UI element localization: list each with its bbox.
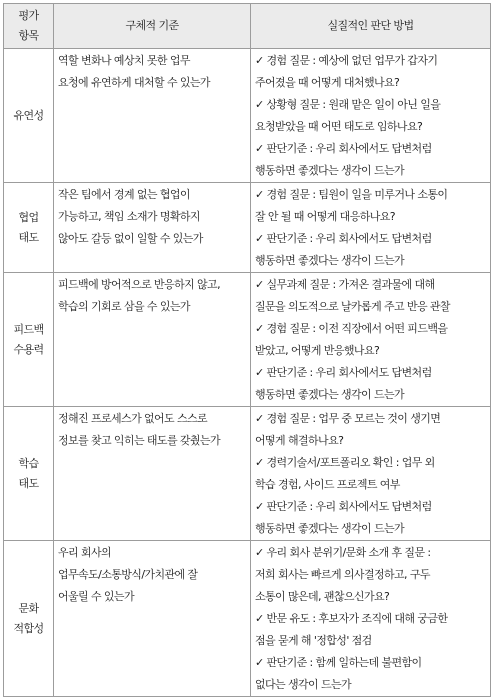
method-cell-line: ✓ 경험 질문 : 예상에 없던 업무가 갑자기	[255, 54, 438, 67]
method-cell-line: 행동하면 좋겠다는 생각이 드는가	[255, 254, 405, 267]
header-item	[4, 4, 54, 49]
item-cell-line: 피드백	[13, 322, 44, 336]
method-cell-line: ✓ 실무과제 질문 : 가져온 결과물에 대해	[255, 278, 435, 291]
item-cell-line: 유연성	[13, 108, 44, 122]
header-criteria: 구체적 기준	[54, 4, 251, 49]
method-cell	[251, 183, 491, 273]
method-cell-line: ✓ 경험 질문 : 팀원이 일을 미루거나 소통이	[255, 188, 448, 201]
item-cell	[4, 183, 54, 273]
item-cell	[4, 541, 54, 697]
method-cell-line: ✓ 판단기준 : 우리 회사에서도 답변처럼	[255, 232, 432, 245]
header-item-line: 평가	[18, 9, 39, 22]
method-cell-line: ✓ 반문 유도 : 후보자가 조직에 대해 궁금한	[255, 612, 448, 625]
item-cell-line: 수용력	[13, 342, 44, 356]
method-cell-line: 소통이 많은데, 괜찮으신가요?	[255, 590, 390, 603]
item-cell-line: 학습	[18, 456, 39, 470]
table-header-row	[4, 4, 491, 49]
method-cell-line: 받았고, 어떻게 반응했나요?	[255, 344, 380, 357]
method-cell-line: 주어졌을 때 어떻게 대처했나요?	[255, 76, 400, 89]
item-cell	[4, 407, 54, 541]
criteria-cell	[54, 49, 251, 183]
method-cell-line: 점을 묻게 해 '정합성' 점검	[255, 634, 372, 647]
criteria-cell-line: 피드백에 방어적으로 반응하지 않고,	[58, 278, 220, 291]
header-item-line: 항목	[18, 29, 39, 42]
item-cell-line: 문화	[18, 601, 39, 615]
criteria-cell	[54, 183, 251, 273]
table-row	[4, 183, 491, 273]
criteria-cell	[54, 273, 251, 407]
method-cell-line: 행동하면 좋겠다는 생각이 드는가	[255, 388, 405, 401]
method-cell-line: 행동하면 좋겠다는 생각이 드는가	[255, 522, 405, 535]
method-cell-line: ✓ 경험 질문 : 업무 중 모르는 것이 생기면	[255, 412, 441, 425]
method-cell	[251, 273, 491, 407]
method-cell-line: 질문을 의도적으로 날카롭게 주고 반응 관찰	[255, 300, 450, 313]
criteria-cell	[54, 407, 251, 541]
table-row	[4, 49, 491, 183]
method-cell	[251, 541, 491, 697]
method-cell	[251, 407, 491, 541]
method-cell-line: 없다는 생각이 드는가	[255, 678, 352, 691]
method-cell-line: 저희 회사는 빠르게 의사결정하고, 구두	[255, 568, 430, 581]
criteria-cell-line: 학습의 기회로 삼을 수 있는가	[58, 300, 190, 313]
criteria-cell-line: 가능하고, 책임 소재가 명확하지	[58, 210, 200, 223]
criteria-cell-line: 정해진 프로세스가 없어도 스스로	[58, 412, 208, 425]
item-cell-line: 적합성	[13, 621, 44, 635]
method-cell-line: ✓ 경력기술서/포트폴리오 확인 : 업무 외	[255, 456, 435, 469]
table-row	[4, 541, 491, 697]
criteria-cell-line: 업무속도/소통방식/가치관에 잘	[58, 568, 198, 581]
method-cell-line: ✓ 판단기준 : 우리 회사에서도 답변처럼	[255, 366, 432, 379]
method-cell-line: ✓ 우리 회사 분위기/문화 소개 후 질문 :	[255, 546, 431, 559]
method-cell-line: ✓ 판단기준 : 우리 회사에서도 답변처럼	[255, 500, 432, 513]
method-cell-line: 행동하면 좋겠다는 생각이 드는가	[255, 164, 405, 177]
header-method: 실질적인 판단 방법	[251, 4, 491, 49]
criteria-cell-line: 역할 변화나 예상치 못한 업무	[58, 54, 190, 67]
method-cell-line: ✓ 판단기준 : 함께 일하는데 불편함이	[255, 656, 422, 669]
method-cell-line: ✓ 판단기준 : 우리 회사에서도 답변처럼	[255, 142, 432, 155]
method-cell-line: 어떻게 해결하나요?	[255, 434, 344, 447]
item-cell-line: 협업	[18, 210, 39, 224]
table-row	[4, 407, 491, 541]
method-cell-line: ✓ 경험 질문 : 이전 직장에서 어떤 피드백을	[255, 322, 448, 335]
criteria-cell-line: 어울릴 수 있는가	[58, 590, 134, 603]
item-cell-line: 태도	[18, 476, 39, 490]
criteria-cell-line: 않아도 갈등 없이 일할 수 있는가	[58, 232, 203, 245]
method-cell-line: 잘 안 될 때 어떻게 대응하나요?	[255, 210, 396, 223]
method-cell-line: 학습 경험, 사이드 프로젝트 여부	[255, 478, 400, 491]
item-cell-line: 태도	[18, 230, 39, 244]
evaluation-table	[3, 3, 491, 697]
item-cell	[4, 273, 54, 407]
method-cell	[251, 49, 491, 183]
criteria-cell	[54, 541, 251, 697]
criteria-cell-line: 정보를 찾고 익히는 태도를 갖췄는가	[58, 434, 220, 447]
criteria-cell-line: 우리 회사의	[58, 546, 112, 559]
item-cell	[4, 49, 54, 183]
criteria-cell-line: 요청에 유연하게 대처할 수 있는가	[58, 76, 210, 89]
method-cell-line: 요청받았을 때 어떤 태도로 임하나요?	[255, 120, 423, 133]
method-cell-line: ✓ 상황형 질문 : 원래 맡은 일이 아닌 일을	[255, 98, 441, 111]
criteria-cell-line: 작은 팀에서 경계 없는 협업이	[58, 188, 190, 201]
table-row	[4, 273, 491, 407]
